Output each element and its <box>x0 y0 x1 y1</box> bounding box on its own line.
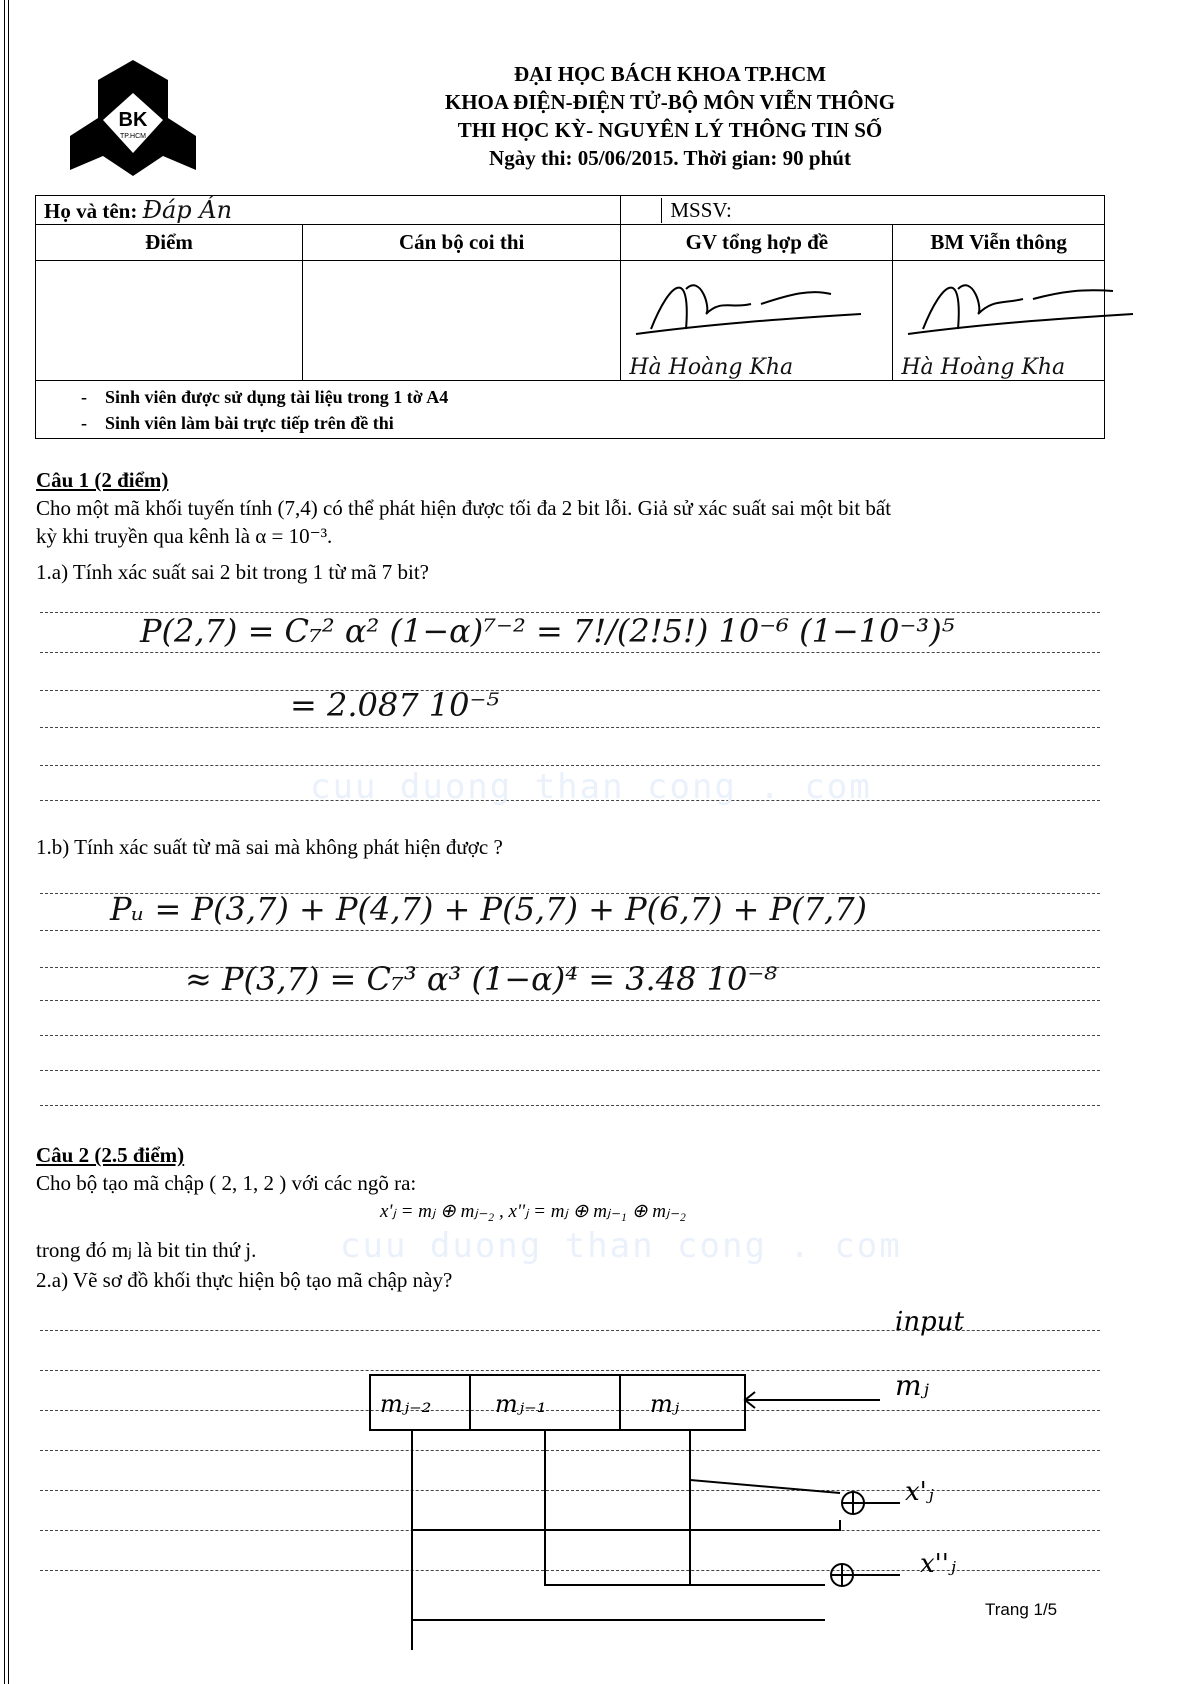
input-label: input <box>895 1307 964 1337</box>
q2-title: Câu 2 (2.5 điểm) <box>36 1143 185 1167</box>
university-name: ĐẠI HỌC BÁCH KHOA TP.HCM <box>513 62 827 86</box>
signature-name: Hà Hoàng Kha <box>901 355 1066 380</box>
col-score: Điểm <box>36 225 303 261</box>
exam-date: Ngày thi: 05/06/2015. Thời gian: 90 phút <box>489 146 851 170</box>
q1a-question: 1.a) Tính xác suất sai 2 bit trong 1 từ mã 7 bit? <box>36 560 430 584</box>
q1-text: Cho một mã khối tuyến tính (7,4) có thể phát hiện được tối đa 2 bit lỗi. Giả sử xác suất sai một bit bất <box>36 496 892 520</box>
input-symbol: mⱼ <box>895 1369 929 1402</box>
svg-text:TP.HCM: TP.HCM <box>120 133 146 140</box>
output-1-label: x'ⱼ <box>905 1477 934 1507</box>
name-value: Đáp Án <box>142 196 233 224</box>
watermark: cuu duong than cong . com <box>310 767 872 807</box>
q1a-answer-line1: P(2,7) = C₇² α² (1−α)⁷⁻² = 7!/(2!5!) 10⁻⁶ (1−10⁻³)⁵ <box>140 612 955 650</box>
q1a-answer-line2: = 2.087 10⁻⁵ <box>290 686 500 724</box>
q1-title: Câu 1 (2 điểm) <box>36 468 169 492</box>
faculty-name: KHOA ĐIỆN-ĐIỆN TỬ-BỘ MÔN VIỄN THÔNG <box>444 90 896 114</box>
q1b-answer-line2: ≈ P(3,7) = C₇³ α³ (1−α)⁴ = 3.48 10⁻⁸ <box>185 960 778 998</box>
cell-m-j-1: mⱼ₋₁ <box>495 1390 547 1418</box>
exam-title: THI HỌC KỲ- NGUYÊN LÝ THÔNG TIN SỐ <box>457 118 883 142</box>
q2-text-2: trong đó mⱼ là bit tin thứ j. <box>36 1238 257 1262</box>
q1-text-2: kỳ khi truyền qua kênh là α = 10⁻³. <box>36 524 333 548</box>
note-item: - Sinh viên làm bài trực tiếp trên đề thi <box>81 412 394 433</box>
col-proctor: Cán bộ coi thi <box>303 225 621 261</box>
output-2-label: x''ⱼ <box>920 1549 956 1579</box>
signature-name: Hà Hoàng Kha <box>629 355 794 380</box>
q2a-question: 2.a) Vẽ sơ đồ khối thực hiện bộ tạo mã chập này? <box>36 1268 453 1292</box>
note-item: - Sinh viên được sử dụng tài liệu trong 1 tờ A4 <box>81 386 449 407</box>
col-compiler: GV tổng hợp đề <box>621 225 893 261</box>
svg-text:BK: BK <box>118 109 148 131</box>
mssv-label: MSSV: <box>661 198 731 223</box>
col-department: BM Viễn thông <box>893 225 1105 261</box>
q2-text: Cho bộ tạo mã chập ( 2, 1, 2 ) với các ngõ ra: <box>36 1171 417 1195</box>
watermark: cuu duong than cong . com <box>340 1226 902 1266</box>
name-label: Họ và tên: <box>44 199 138 223</box>
cell-m-j: mⱼ <box>650 1390 680 1418</box>
q1b-question: 1.b) Tính xác suất từ mã sai mà không phát hiện được ? <box>36 835 503 859</box>
q1b-answer-line1: Pᵤ = P(3,7) + P(4,7) + P(5,7) + P(6,7) + P(7,7) <box>110 890 868 928</box>
page-number: Trang 1/5 <box>985 1600 1058 1619</box>
q2-formula: x'ⱼ = mⱼ ⊕ mⱼ₋₂ , x''ⱼ = mⱼ ⊕ mⱼ₋₁ ⊕ mⱼ₋₂ <box>380 1201 686 1222</box>
cell-m-j-2: mⱼ₋₂ <box>380 1390 432 1418</box>
